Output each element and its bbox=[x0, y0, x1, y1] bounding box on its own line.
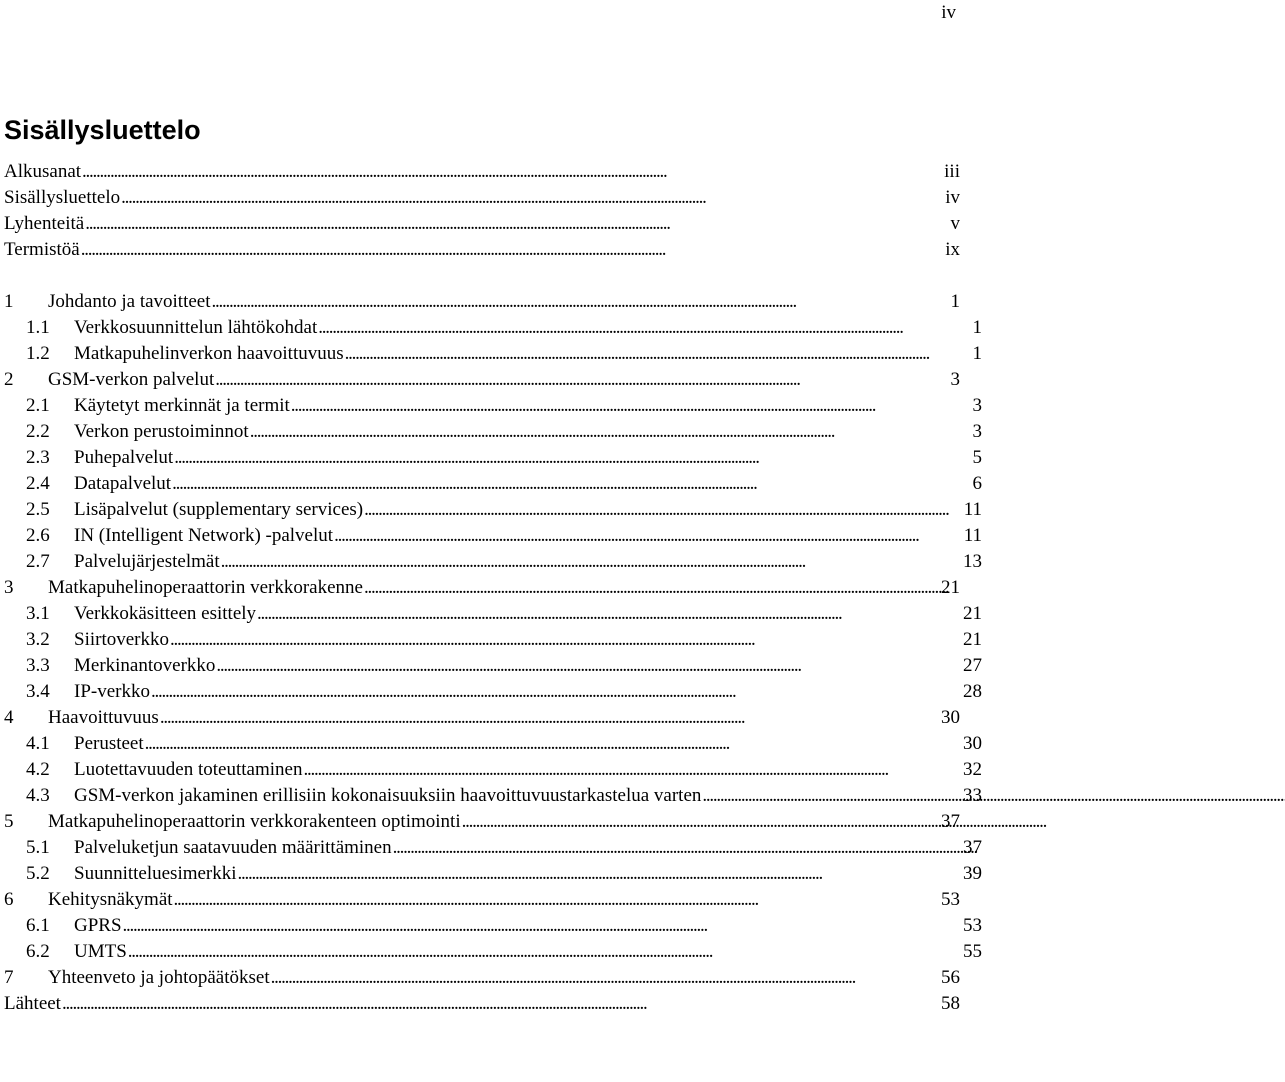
toc-entry-number: 3.2 bbox=[26, 629, 50, 650]
toc-entry-page-number: 21 bbox=[941, 577, 960, 598]
toc-entry[interactable] bbox=[0, 651, 982, 677]
page-number: iv bbox=[941, 2, 956, 23]
toc-entry[interactable] bbox=[0, 599, 982, 625]
toc-entry-number: 1 bbox=[4, 291, 14, 312]
toc-entry-number: 2.2 bbox=[26, 421, 50, 442]
toc-entry[interactable] bbox=[0, 989, 960, 1015]
toc-entry-page-number: 30 bbox=[963, 733, 982, 754]
toc-entry-title: Lähteet bbox=[4, 993, 61, 1014]
toc-entry[interactable] bbox=[0, 703, 960, 729]
toc-entry-title: IP-verkko bbox=[74, 681, 150, 702]
toc-entry-title: Kehitysnäkymät bbox=[48, 889, 173, 910]
toc-entry[interactable] bbox=[0, 183, 960, 209]
toc-entry-number: 4.3 bbox=[26, 785, 50, 806]
toc-entry[interactable] bbox=[0, 521, 982, 547]
toc-entry[interactable] bbox=[0, 833, 982, 859]
dot-leader bbox=[216, 655, 962, 677]
toc-entry-page-number: iii bbox=[944, 161, 960, 182]
toc-entry-title: Matkapuhelinoperaattorin verkkorakenteen optimointi bbox=[48, 811, 461, 832]
toc-entry-title: GSM-verkon jakaminen erillisiin kokonaisuuksiin haavoittuvuustarkastelua varten bbox=[74, 785, 702, 806]
dot-leader bbox=[364, 577, 940, 599]
toc-entry-title: Johdanto ja tavoitteet bbox=[48, 291, 211, 312]
toc-entry-title: GSM-verkon palvelut bbox=[48, 369, 215, 390]
toc-entry[interactable] bbox=[0, 677, 982, 703]
dot-leader bbox=[221, 551, 962, 573]
dot-leader bbox=[271, 967, 940, 989]
toc-entry-title: Perusteet bbox=[74, 733, 144, 754]
toc-entry-page-number: 30 bbox=[941, 707, 960, 728]
dot-leader bbox=[121, 187, 944, 209]
toc-entry[interactable] bbox=[0, 313, 982, 339]
toc-entry-page-number: 3 bbox=[972, 421, 982, 442]
dot-leader bbox=[702, 785, 962, 807]
dot-leader bbox=[345, 343, 972, 365]
toc-entry-page-number: 11 bbox=[963, 499, 982, 520]
toc-entry-page-number: 53 bbox=[941, 889, 960, 910]
dot-leader bbox=[172, 473, 971, 495]
toc-entry-title: Alkusanat bbox=[4, 161, 82, 182]
dot-leader bbox=[128, 941, 962, 963]
toc-entry-title: Merkinantoverkko bbox=[74, 655, 216, 676]
toc-entry-number: 2 bbox=[4, 369, 14, 390]
toc-entry-title: Matkapuhelinoperaattorin verkkorakenne bbox=[48, 577, 363, 598]
toc-entry-number: 3.1 bbox=[26, 603, 50, 624]
toc-entry-page-number: 21 bbox=[963, 629, 982, 650]
toc-entry-page-number: 32 bbox=[963, 759, 982, 780]
dot-leader bbox=[238, 863, 962, 885]
toc-entry-title: Verkon perustoiminnot bbox=[74, 421, 249, 442]
toc-entry[interactable] bbox=[0, 157, 960, 183]
dot-leader bbox=[462, 811, 940, 833]
toc-entry-number: 4.2 bbox=[26, 759, 50, 780]
toc-entry-title: Haavoittuvuus bbox=[48, 707, 159, 728]
toc-entry-title: Sisällysluettelo bbox=[4, 187, 121, 208]
dot-leader bbox=[81, 239, 945, 261]
toc-entry[interactable] bbox=[0, 443, 982, 469]
toc-entry-title: Käytetyt merkinnät ja termit bbox=[74, 395, 290, 416]
toc-entry-page-number: 37 bbox=[963, 837, 982, 858]
toc-entry-title: GPRS bbox=[74, 915, 122, 936]
toc-entry-title: Lisäpalvelut (supplementary services) bbox=[74, 499, 364, 520]
toc-entry-number: 4.1 bbox=[26, 733, 50, 754]
dot-leader bbox=[303, 759, 962, 781]
page-title: Sisällysluettelo bbox=[4, 115, 201, 145]
toc-entry-title: Siirtoverkko bbox=[74, 629, 169, 650]
toc-entry-page-number: 37 bbox=[941, 811, 960, 832]
toc-entry-number: 5 bbox=[4, 811, 14, 832]
toc-entry[interactable] bbox=[0, 963, 960, 989]
toc-entry-title: Datapalvelut bbox=[74, 473, 172, 494]
dot-leader bbox=[145, 733, 962, 755]
toc-entry-page-number: 11 bbox=[963, 525, 982, 546]
toc-entry-page-number: 28 bbox=[963, 681, 982, 702]
toc-entry[interactable] bbox=[0, 391, 982, 417]
toc-entry-number: 6 bbox=[4, 889, 14, 910]
dot-leader bbox=[123, 915, 962, 937]
toc-entry[interactable] bbox=[0, 859, 982, 885]
toc-entry-number: 6.1 bbox=[26, 915, 50, 936]
dot-leader bbox=[170, 629, 962, 651]
dot-leader bbox=[160, 707, 940, 729]
toc-entry-number: 4 bbox=[4, 707, 14, 728]
toc-entry-number: 3.3 bbox=[26, 655, 50, 676]
toc-entry-title: Yhteenveto ja johtopäätökset bbox=[48, 967, 270, 988]
toc-entry-number: 1.2 bbox=[26, 343, 50, 364]
toc-entry[interactable] bbox=[0, 781, 982, 807]
toc-entry-page-number: 3 bbox=[950, 369, 960, 390]
toc-entry[interactable] bbox=[0, 911, 982, 937]
toc-entry-page-number: v bbox=[950, 213, 960, 234]
toc-entry-number: 2.6 bbox=[26, 525, 50, 546]
toc-entry-title: Verkkosuunnittelun lähtökohdat bbox=[74, 317, 318, 338]
toc-entry-title: Matkapuhelinverkon haavoittuvuus bbox=[74, 343, 344, 364]
toc-entry-number: 2.3 bbox=[26, 447, 50, 468]
toc-entry-page-number: 33 bbox=[963, 785, 982, 806]
dot-leader bbox=[174, 447, 971, 469]
toc-entry-number: 7 bbox=[4, 967, 14, 988]
toc-entry[interactable] bbox=[0, 287, 960, 313]
toc-entry-title: Palvelujärjestelmät bbox=[74, 551, 220, 572]
toc-entry-number: 2.5 bbox=[26, 499, 50, 520]
toc-entry[interactable] bbox=[0, 365, 960, 391]
toc-entry-page-number: 58 bbox=[941, 993, 960, 1014]
toc-entry[interactable] bbox=[0, 807, 960, 833]
toc-entry-title: Suunnitteluesimerkki bbox=[74, 863, 237, 884]
toc-entry-page-number: 53 bbox=[963, 915, 982, 936]
toc-entry-page-number: 21 bbox=[963, 603, 982, 624]
dot-leader bbox=[174, 889, 940, 911]
dot-leader bbox=[82, 161, 943, 183]
toc-entry-number: 2.4 bbox=[26, 473, 50, 494]
toc-entry-title: Puhepalvelut bbox=[74, 447, 174, 468]
toc-entry-page-number: 3 bbox=[972, 395, 982, 416]
toc-entry[interactable] bbox=[0, 235, 960, 261]
toc-entry-title: Termistöä bbox=[4, 239, 80, 260]
dot-leader bbox=[62, 993, 940, 1015]
toc-entry[interactable] bbox=[0, 937, 982, 963]
toc-entry[interactable] bbox=[0, 885, 960, 911]
dot-leader bbox=[318, 317, 971, 339]
toc-entry-page-number: 1 bbox=[972, 343, 982, 364]
dot-leader bbox=[291, 395, 972, 417]
dot-leader bbox=[334, 525, 963, 547]
toc-entry-title: Palveluketjun saatavuuden määrittäminen bbox=[74, 837, 392, 858]
toc-entry[interactable] bbox=[0, 573, 960, 599]
dot-leader bbox=[215, 369, 949, 391]
toc-entry-page-number: 27 bbox=[963, 655, 982, 676]
toc-entry-page-number: 1 bbox=[950, 291, 960, 312]
toc-entry-page-number: 6 bbox=[972, 473, 982, 494]
toc-entry-title: Lyhenteitä bbox=[4, 213, 85, 234]
dot-leader bbox=[257, 603, 962, 625]
toc-entry-title: IN (Intelligent Network) -palvelut bbox=[74, 525, 334, 546]
toc-entry-page-number: 56 bbox=[941, 967, 960, 988]
dot-leader bbox=[85, 213, 949, 235]
toc-entry-number: 1.1 bbox=[26, 317, 50, 338]
dot-leader bbox=[151, 681, 962, 703]
toc-entry[interactable] bbox=[0, 625, 982, 651]
dot-leader bbox=[212, 291, 950, 313]
toc-entry[interactable] bbox=[0, 339, 982, 365]
toc-entry[interactable] bbox=[0, 755, 982, 781]
dot-leader bbox=[250, 421, 972, 443]
toc-entry[interactable] bbox=[0, 547, 982, 573]
toc-entry[interactable] bbox=[0, 495, 982, 521]
toc-entry-page-number: 55 bbox=[963, 941, 982, 962]
toc-entry-number: 3.4 bbox=[26, 681, 50, 702]
toc-entry-page-number: 13 bbox=[963, 551, 982, 572]
toc-entry-number: 2.1 bbox=[26, 395, 50, 416]
toc-entry-title: Luotettavuuden toteuttaminen bbox=[74, 759, 303, 780]
toc-entry-number: 2.7 bbox=[26, 551, 50, 572]
toc-entry[interactable] bbox=[0, 729, 982, 755]
toc-entry[interactable] bbox=[0, 469, 982, 495]
toc-entry[interactable] bbox=[0, 417, 982, 443]
toc-entry-page-number: 1 bbox=[972, 317, 982, 338]
toc-entry-page-number: iv bbox=[945, 187, 960, 208]
dot-leader bbox=[364, 499, 963, 521]
toc-entry[interactable] bbox=[0, 209, 960, 235]
toc-entry-number: 5.1 bbox=[26, 837, 50, 858]
toc-entry-number: 3 bbox=[4, 577, 14, 598]
toc-entry-number: 5.2 bbox=[26, 863, 50, 884]
dot-leader bbox=[393, 837, 962, 859]
toc-entry-page-number: 5 bbox=[972, 447, 982, 468]
toc-entry-title: Verkkokäsitteen esittely bbox=[74, 603, 257, 624]
toc-entry-number: 6.2 bbox=[26, 941, 50, 962]
toc-entry-page-number: 39 bbox=[963, 863, 982, 884]
toc-entry-page-number: ix bbox=[945, 239, 960, 260]
toc-entry-title: UMTS bbox=[74, 941, 127, 962]
